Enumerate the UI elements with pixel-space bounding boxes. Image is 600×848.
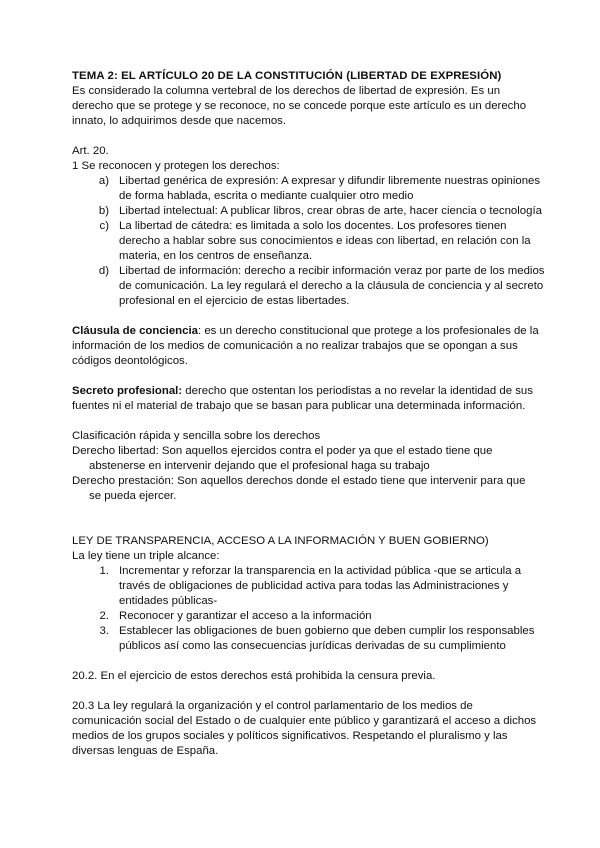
list-item: b) Libertad intelectual: A publicar libros, crear obras de arte, hacer ciencia o tecnología <box>98 205 542 217</box>
intro-paragraph: Es considerado la columna vertebral de los derechos de libertad de expresión. Es un derecho que se protege y se reconoce, no se concede porque este artículo es un derecho innato, lo adquirimos desde que nacemos. <box>72 85 527 127</box>
ley-title: LEY DE TRANSPARENCIA, ACCESO A LA INFORMACIÓN Y BUEN GOBIERNO) <box>72 535 489 547</box>
list-item: a) Libertad genérica de expresión: A expresar y difundir libremente nuestras opiniones de forma hablada, escrita o mediante cualquier otro medio <box>98 175 541 202</box>
article-heading: Art. 20. <box>72 145 109 157</box>
list-item: c) La libertad de cátedra: es limitada a solo los docentes. Los profesores tienen derecho a hablar sobre sus conocimientos e ideas con libertad, en relación con la materia, en los centros de enseñanza. <box>99 220 531 262</box>
page-title: TEMA 2: EL ARTÍCULO 20 DE LA CONSTITUCIÓN (LIBERTAD DE EXPRESIÓN) <box>72 70 502 82</box>
secreto-paragraph: Secreto profesional: derecho que ostentan los periodistas a no revelar la identidad de sus fuentes ni el material de trabajo que se basan para publicar una determinada información. <box>72 385 533 412</box>
secreto-term: Secreto profesional: <box>72 385 183 397</box>
ley-list <box>72 564 560 654</box>
ley-intro: La ley tiene un triple alcance: <box>72 550 220 562</box>
clasificacion-paragraph: Clasificación rápida y sencilla sobre los derechos Derecho libertad: Son aquellos ejercidos contra el poder ya que el estado tiene que abstenerse en intervenir dejando que el profesional haga su trabajo Derecho prestación: Son aquellos derechos donde el estado tiene que intervenir para que se pueda ejercer. <box>72 430 526 502</box>
list-item: 2. Reconocer y garantizar el acceso a la información <box>99 610 372 622</box>
article-20-2: 20.2. En el ejercicio de estos derechos está prohibida la censura previa. <box>72 670 436 682</box>
list-item: 1. Incrementar y reforzar la transparencia en la actividad pública -que se articula a través de obligaciones de publicidad activa para todas las Administraciones y entidades públicas- <box>99 565 522 607</box>
article-1-list <box>72 174 560 309</box>
list-item: d) Libertad de información: derecho a recibir información veraz por parte de los medios de comunicación. La ley regulará el derecho a la cláusula de conciencia y al secreto profesional en el ejercicio de estas libertades. <box>98 265 545 307</box>
clausula-paragraph: Cláusula de conciencia: es un derecho constitucional que protege a los profesionales de la información de los medios de comunicación a no realizar trabajos que se opongan a sus códigos deontológicos. <box>72 325 539 367</box>
article-20-3: 20.3 La ley regulará la organización y el control parlamentario de los medios de comunicación social del Estado o de cualquier ente público y garantizará el acceso a dichos medios de los grupos sociales y políticos significativos. Respetando el pluralismo y las diversas lenguas de España. <box>72 700 537 757</box>
list-item: 3. Establecer las obligaciones de buen gobierno que deben cumplir los responsables públicos así como las consecuencias jurídicas derivadas de su cumplimiento <box>99 625 535 652</box>
clausula-term: Cláusula de conciencia <box>72 325 198 337</box>
article-1-intro: 1 Se reconocen y protegen los derechos: <box>72 160 280 172</box>
